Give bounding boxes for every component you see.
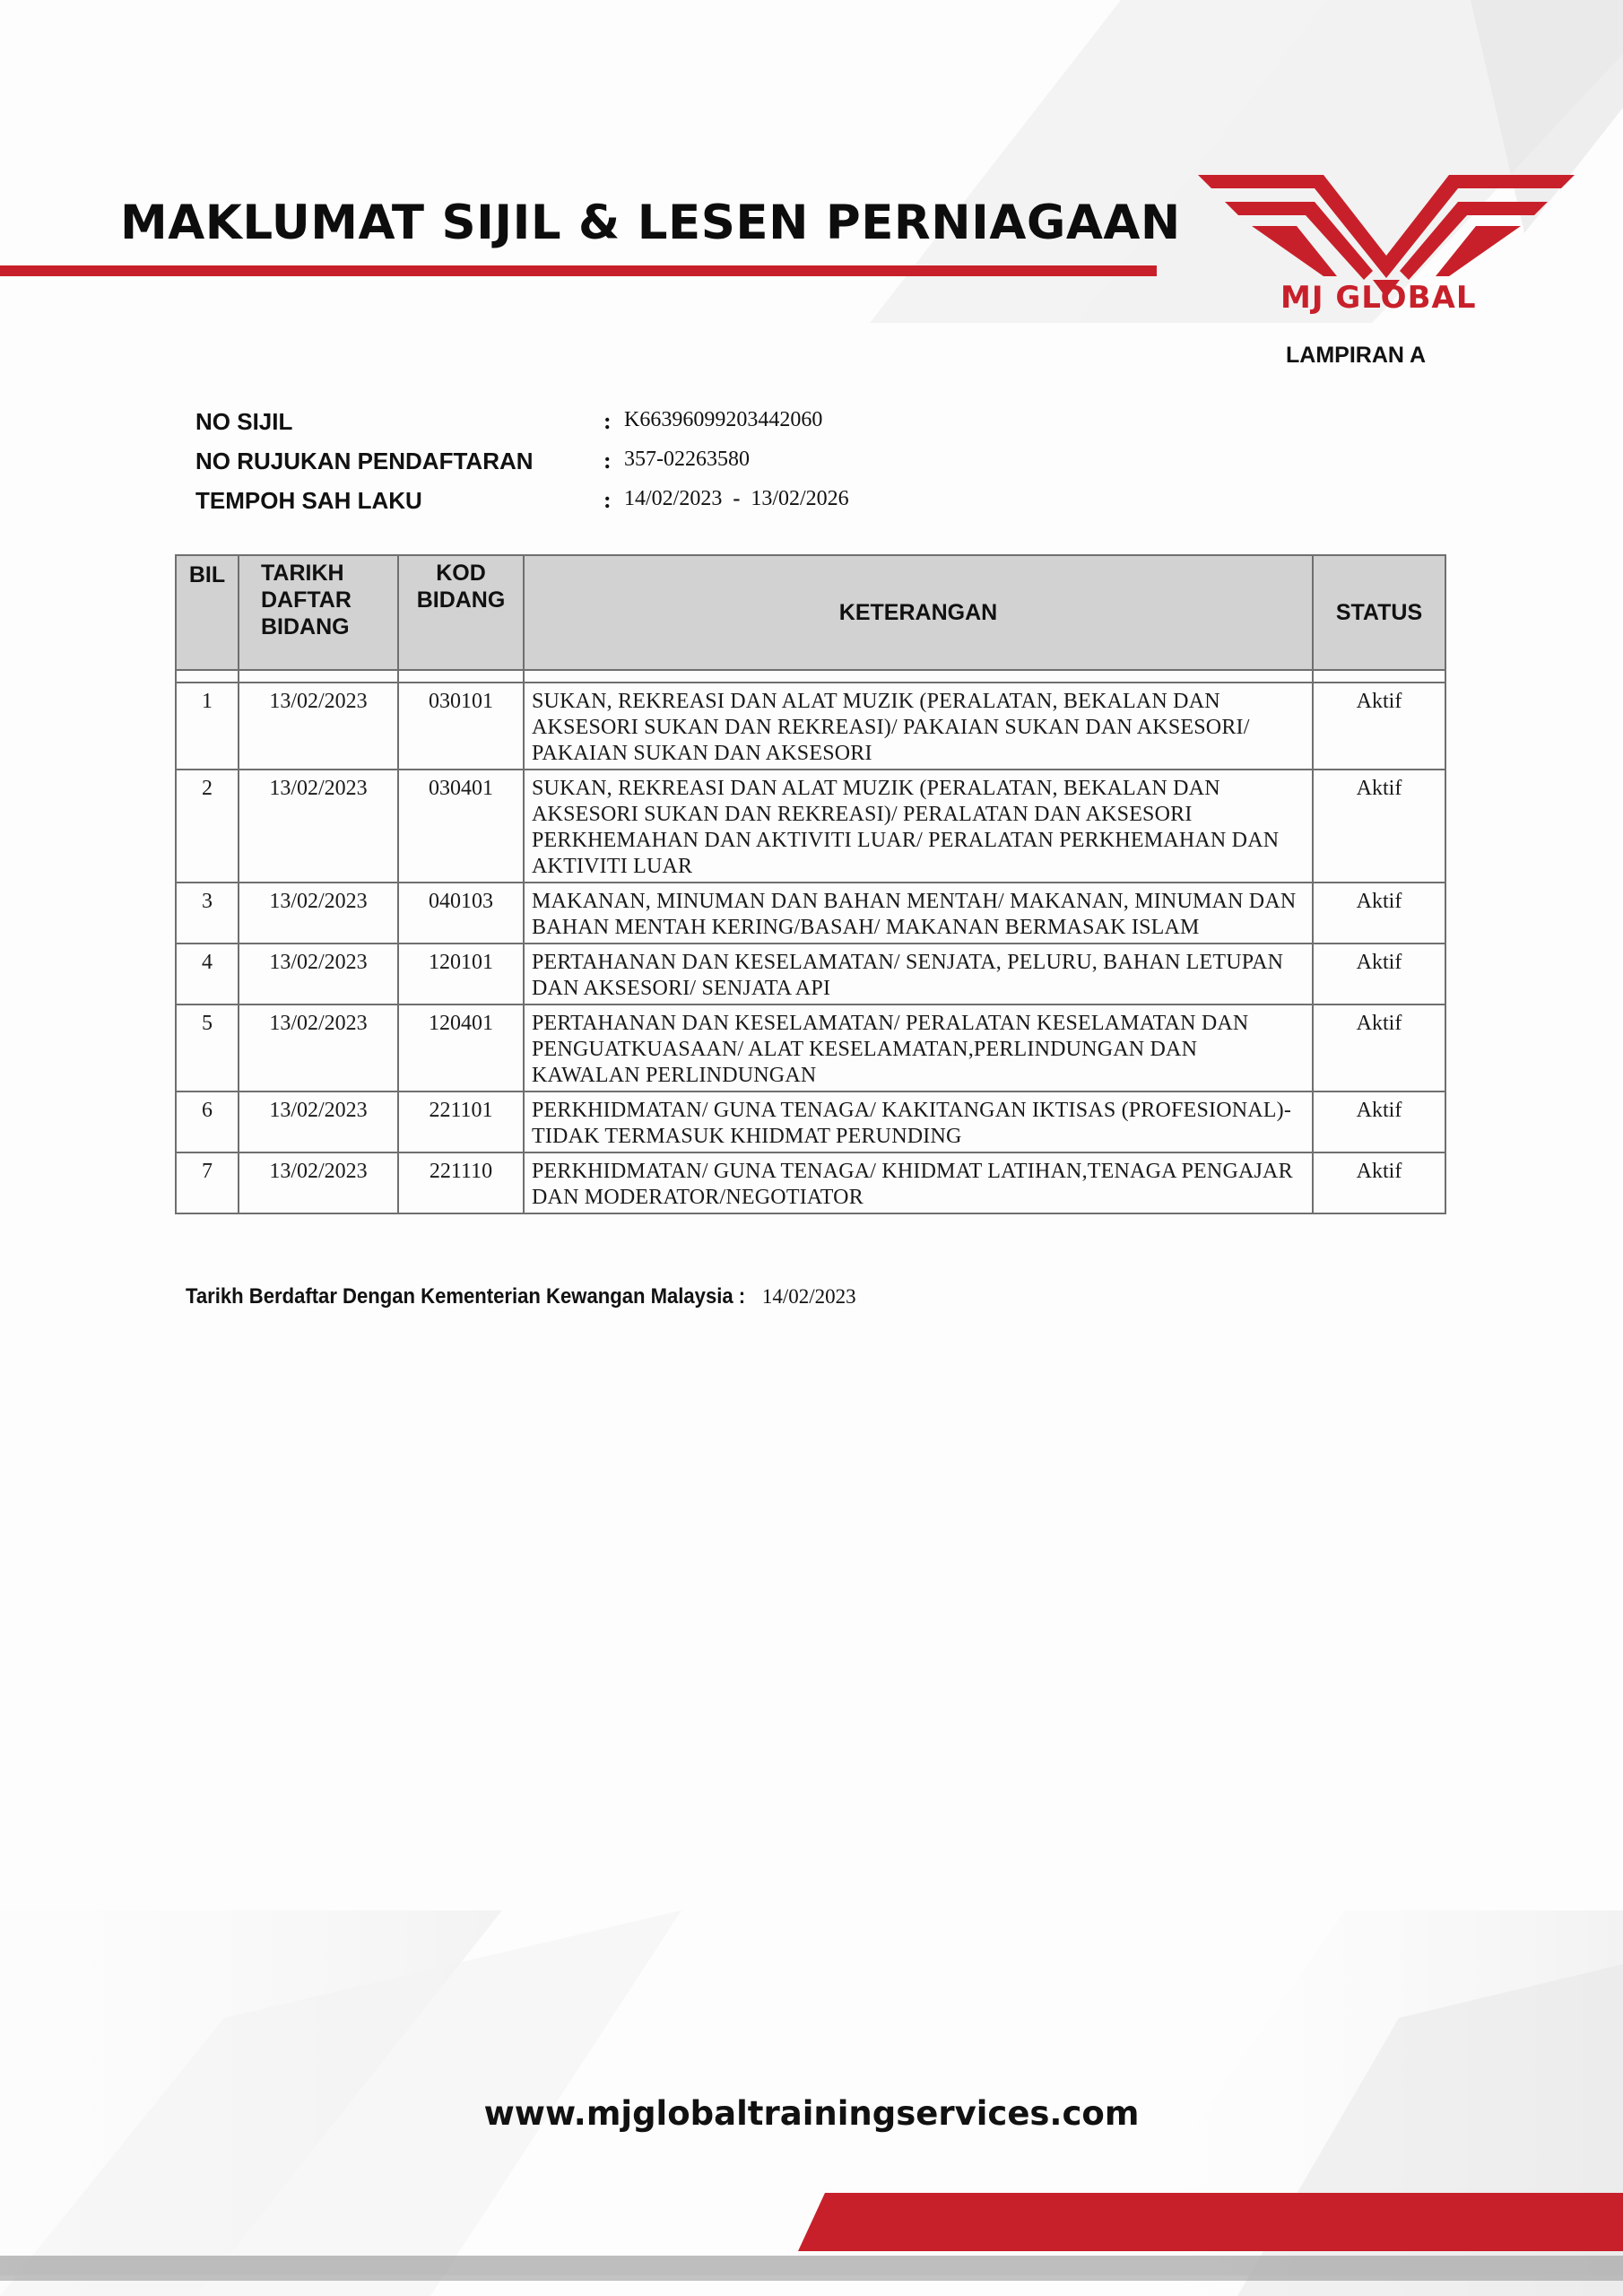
table-row [176,1004,1445,1091]
title-underline [0,265,1157,276]
document-title: MAKLUMAT SIJIL & LESEN PERNIAGAAN [120,196,1181,250]
cell-tarikh: 13/02/2023 [239,1091,398,1152]
business-fields-table [175,554,1446,1214]
cell-status: Aktif [1313,1091,1445,1152]
header-status: STATUS [1313,555,1445,670]
cell-kod: 120401 [398,1004,524,1091]
cell-keterangan: PERKHIDMATAN/ GUNA TENAGA/ KAKITANGAN IKTISAS (PROFESIONAL)-TIDAK TERMASUK KHIDMAT PERUNDING [524,1091,1313,1152]
table-row [176,1091,1445,1152]
colon: : [603,448,612,474]
annex-label: LAMPIRAN A [1286,343,1427,368]
cell-status: Aktif [1313,683,1445,770]
table-row [176,770,1445,883]
registration-footnote [186,1284,856,1309]
tempoh-label: TEMPOH SAH LAKU [195,487,422,514]
cell-bil: 4 [176,944,239,1004]
no-sijil-label: NO SIJIL [195,408,293,435]
cell-keterangan: PERTAHANAN DAN KESELAMATAN/ SENJATA, PELURU, BAHAN LETUPAN DAN AKSESORI/ SENJATA API [524,944,1313,1004]
table-header-row [176,555,1445,670]
header-tarikh: TARIKH DAFTAR BIDANG [239,555,398,670]
cell-kod: 120101 [398,944,524,1004]
cell-bil: 6 [176,1091,239,1152]
colon: : [603,487,612,513]
cell-status: Aktif [1313,883,1445,944]
cell-tarikh: 13/02/2023 [239,1004,398,1091]
cell-tarikh: 13/02/2023 [239,944,398,1004]
table-row [176,883,1445,944]
table-body [176,670,1445,1213]
website-link[interactable]: www.mjglobaltrainingservices.com [483,2094,1140,2133]
footnote-date: 14/02/2023 [761,1285,856,1308]
tempoh-start: 14/02/2023 [624,487,723,510]
colon: : [603,408,612,434]
header-bil: BIL [176,555,239,670]
cell-tarikh: 13/02/2023 [239,1152,398,1213]
tempoh-separator: - [733,487,741,510]
tempoh-end: 13/02/2026 [751,487,849,510]
no-rujukan-value: 357-02263580 [624,448,750,471]
cell-tarikh: 13/02/2023 [239,770,398,883]
cell-keterangan: PERKHIDMATAN/ GUNA TENAGA/ KHIDMAT LATIHAN,TENAGA PENGAJAR DAN MODERATOR/NEGOTIATOR [524,1152,1313,1213]
cell-kod: 030101 [398,683,524,770]
cell-kod: 221110 [398,1152,524,1213]
table-row [176,683,1445,770]
no-sijil-value: K66396099203442060 [624,408,823,431]
cell-tarikh: 13/02/2023 [239,683,398,770]
no-rujukan-label: NO RUJUKAN PENDAFTARAN [195,448,534,474]
cell-keterangan: SUKAN, REKREASI DAN ALAT MUZIK (PERALATAN, BEKALAN DAN AKSESORI SUKAN DAN REKREASI)/ PAKAIAN SUKAN DAN AKSESORI/ PAKAIAN SUKAN DAN AKSESORI [524,683,1313,770]
footnote-label: Tarikh Berdaftar Dengan Kementerian Kewangan Malaysia : [186,1284,746,1309]
cell-keterangan: MAKANAN, MINUMAN DAN BAHAN MENTAH/ MAKANAN, MINUMAN DAN BAHAN MENTAH KERING/BASAH/ MAKANAN BERMASAK ISLAM [524,883,1313,944]
footer-grey-strip [0,2256,1623,2275]
cell-kod: 040103 [398,883,524,944]
table-row [176,1152,1445,1213]
cell-status: Aktif [1313,1004,1445,1091]
footer-red-bar [798,2193,1623,2251]
tempoh-value [624,487,849,511]
cell-bil: 2 [176,770,239,883]
cell-bil: 3 [176,883,239,944]
cell-kod: 030401 [398,770,524,883]
cell-status: Aktif [1313,770,1445,883]
logo-text: MJ GLOBAL [1280,280,1477,316]
cell-kod: 221101 [398,1091,524,1152]
footer-grey-line [0,2275,1623,2281]
cell-tarikh: 13/02/2023 [239,883,398,944]
table-row [176,944,1445,1004]
header-spacer-row [176,670,1445,683]
cell-status: Aktif [1313,944,1445,1004]
header-kod: KOD BIDANG [398,555,524,670]
header-keterangan: KETERANGAN [524,555,1313,670]
cell-keterangan: PERTAHANAN DAN KESELAMATAN/ PERALATAN KESELAMATAN DAN PENGUATKUASAAN/ ALAT KESELAMATAN,PERLINDUNGAN DAN KAWALAN PERLINDUNGAN [524,1004,1313,1091]
cell-bil: 1 [176,683,239,770]
cell-status: Aktif [1313,1152,1445,1213]
cell-bil: 5 [176,1004,239,1091]
cell-bil: 7 [176,1152,239,1213]
cell-keterangan: SUKAN, REKREASI DAN ALAT MUZIK (PERALATAN, BEKALAN DAN AKSESORI SUKAN DAN REKREASI)/ PERALATAN DAN AKSESORI PERKHEMAHAN DAN AKTIVITI LUAR/ PERALATAN PERKHEMAHAN DAN AKTIVITI LUAR [524,770,1313,883]
